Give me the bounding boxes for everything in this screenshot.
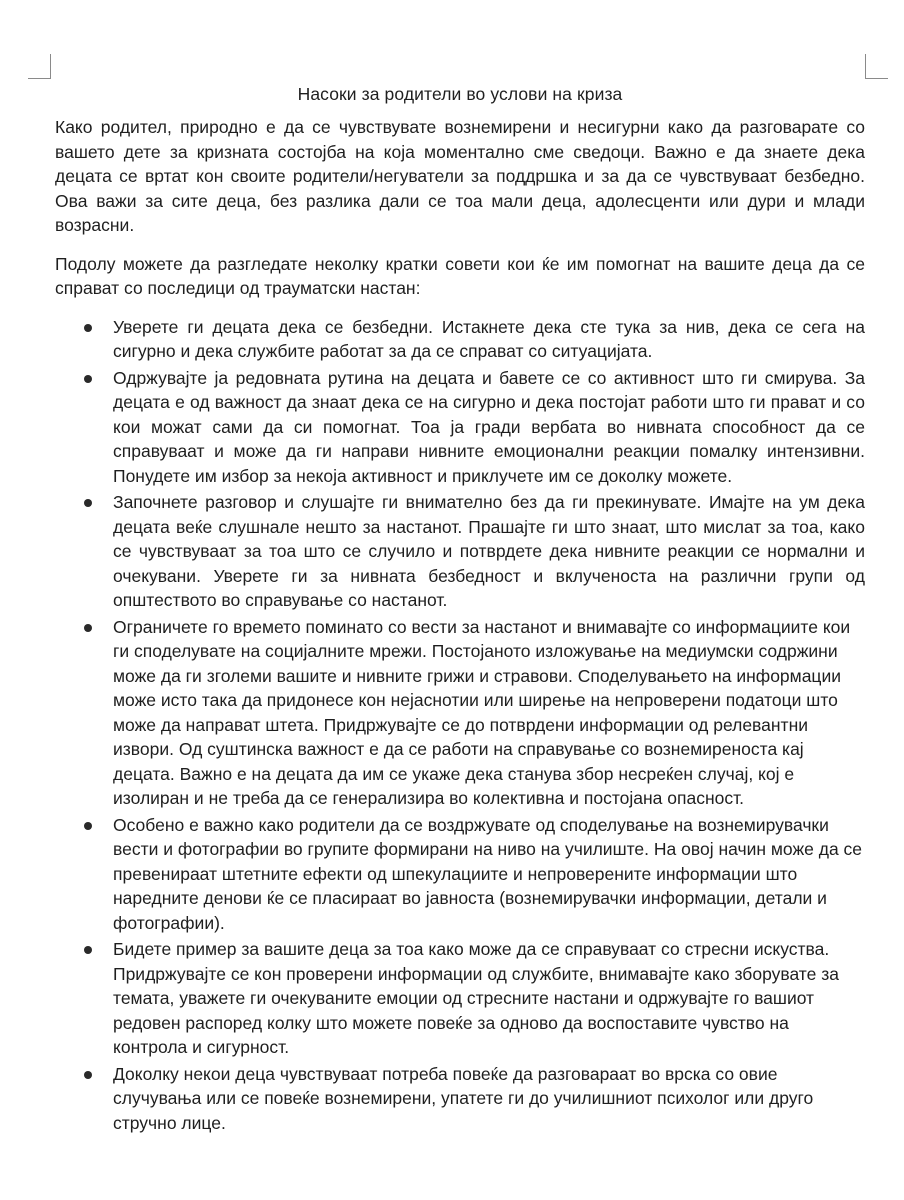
advice-intro-paragraph: Подолу можете да разгледате неколку кратки совети кои ќе им помогнат на вашите деца да се справат со последици од трауматски настан: <box>55 253 865 298</box>
bullet-icon <box>84 822 92 830</box>
list-item-text: Одржувајте ја редовната рутина на децата и бавете се со активност што ги смирува. За децата е од важност да знаат дека се на сигурно и дека постојат работи што ги прават и со кои можат сами да си помогнат. Тоа ја гради вербата во нивната способност да се справуваат и може да ги направи нивните емоционални реакции помалку интензивни. Понудете им избор за некоја активност и приклучете им се доколку можете. <box>113 367 865 486</box>
list-item <box>55 615 865 811</box>
list-item-text: Уверете ги децата дека се безбедни. Истакнете дека сте тука за нив, дека се сега на сигурно и дека службите работат за да се справат со ситуацијата. <box>113 316 865 361</box>
list-item <box>55 366 865 489</box>
document-title: Насоки за родители во услови на криза <box>297 84 623 104</box>
list-item <box>55 937 865 1060</box>
bullet-icon <box>84 624 92 632</box>
list-item <box>55 813 865 936</box>
document-body <box>55 82 865 1137</box>
bullet-icon <box>84 375 92 383</box>
bullet-icon <box>84 324 92 332</box>
list-item-text: Доколку некои деца чувствуваат потреба повеќе да разговараат во врска со овие случувања или се повеќе вознемирени, упатете ги до училишниот психолог или друго стручно лице. <box>113 1063 814 1133</box>
intro-paragraph: Како родител, природно е да се чувствувате вознемирени и несигурни како да разговарате со вашето дете за кризната состојба на која моментално сме сведоци. Важно е да знаете дека децата се вртат кон своите родители/негуватели за поддршка и за да се чувствуваат безбедно. Ова важи за сите деца, без разлика дали се тоа мали деца, адолесценти или дури и млади возрасни. <box>55 117 865 235</box>
bullet-icon <box>84 946 92 954</box>
list-item <box>55 315 865 364</box>
list-item <box>55 1062 865 1136</box>
list-item-text: Бидете пример за вашите деца за тоа како може да се справуваат со стресни искуства. Придржувајте се кон проверени информации од службите, внимавајте како зборувате за темата, уважете ги очекуваните емоции од стресните настани и одржувајте го вашиот редовен распоред колку што можете повеќе за одново да воспоставите чувство на контрола и сигурност. <box>113 939 839 1057</box>
list-item-text: Започнете разговор и слушајте ги внимателно без да ги прекинувате. Имајте на ум дека децата веќе слушнале нешто за настанот. Прашајте ги што знаат, што мислат за тоа, како се чувствуваат за тоа што се случило и потврдете дека нивните реакции се нормални и очекувани. Уверете ги за нивната безбедност и вклученоста на различни групи од општеството во справување со настанот. <box>113 492 865 610</box>
list-item <box>55 490 865 613</box>
bullet-icon <box>84 1071 92 1079</box>
top-left-margin-marker <box>28 54 51 79</box>
advice-list <box>55 315 865 1136</box>
top-right-margin-marker <box>865 54 888 79</box>
list-item-text: Особено е важно како родители да се воздржувате од споделување на вознемирувачки вести и фотографии во групите формирани на ниво на училиште. На овој начин може да се превенираат штетните ефекти од шпекулациите и непроверените информации што наредните денови ќе се пласираат во јавноста (вознемирувачки информации, детали и фотографии). <box>113 814 863 933</box>
list-item-text: Ограничете го времето поминато со вести за настанот и внимавајте со информациите кои ги споделувате на социјалните мрежи. Постојаното изложување на медиумски содржини може да ги зголеми вашите и нивните грижи и стравови. Споделувањето на информации може исто така да придонесе кон нејаснотии или ширење на непроверени податоци што може да направат штета. Придржувајте се до потврдени информации од релевантни извори. Од суштинска важност е да се работи на справување со вознемиреноста кај децата. Важно е на децата да им се укаже дека станува збор несреќен случај, кој е изолиран и не треба да се генерализира во колективна и постојана опасност. <box>113 616 851 808</box>
bullet-icon <box>84 499 92 507</box>
